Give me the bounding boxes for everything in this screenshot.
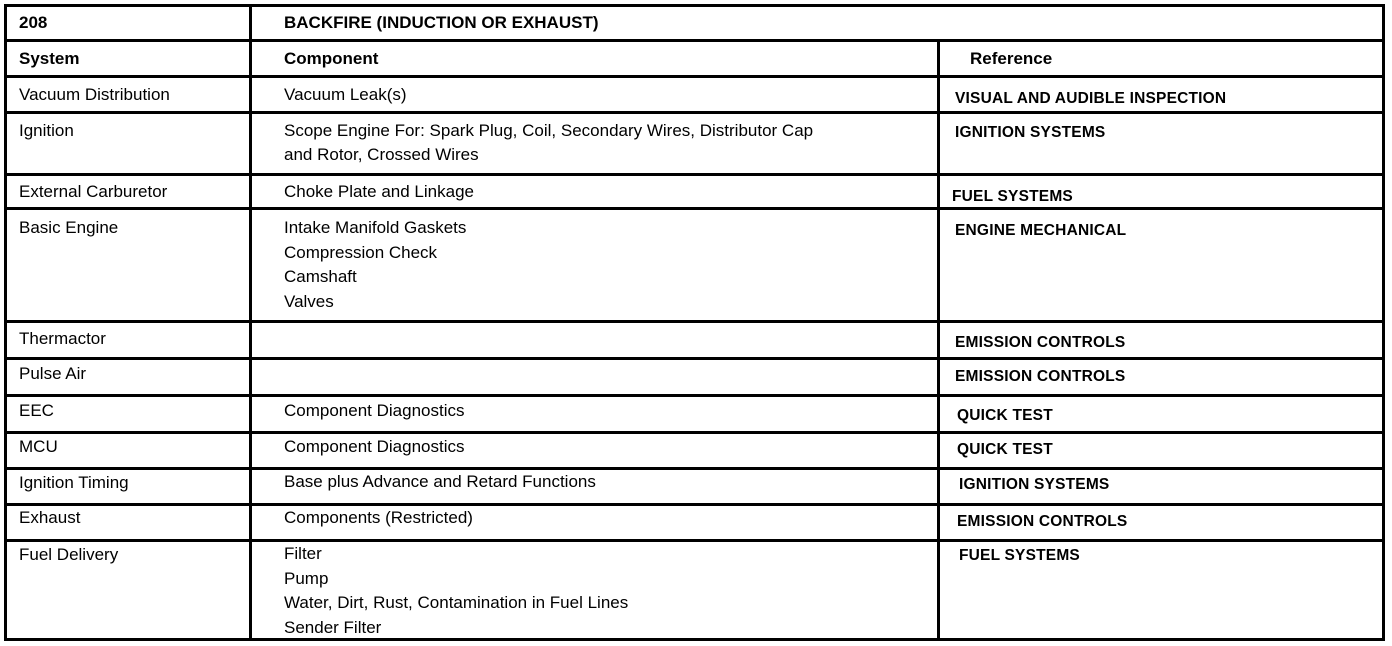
system-cell: Pulse Air (19, 364, 87, 383)
component-cell: Scope Engine For: Spark Plug, Coil, Secondary Wires, Distributor Cap (284, 121, 814, 140)
system-cell: Ignition Timing (19, 473, 129, 492)
component-cell: Components (Restricted) (284, 508, 473, 527)
reference-cell: EMISSION CONTROLS (955, 368, 1126, 385)
row-divider (7, 539, 1382, 542)
row-divider (7, 111, 1382, 114)
reference-cell: ENGINE MECHANICAL (955, 222, 1127, 239)
component-cell: Water, Dirt, Rust, Contamination in Fuel Lines (284, 593, 629, 612)
reference-cell: IGNITION SYSTEMS (959, 476, 1110, 493)
row-divider (7, 431, 1382, 434)
row-divider (7, 75, 1382, 78)
reference-cell: FUEL SYSTEMS (952, 188, 1073, 205)
system-cell: Ignition (19, 121, 74, 140)
row-divider (7, 173, 1382, 176)
component-cell: Component Diagnostics (284, 437, 465, 456)
row-divider (7, 503, 1382, 506)
system-cell: MCU (19, 437, 58, 456)
row-divider (7, 207, 1382, 210)
header-system: System (19, 49, 80, 68)
row-divider (7, 39, 1382, 42)
system-cell: Vacuum Distribution (19, 85, 170, 104)
component-cell: Valves (284, 292, 334, 311)
header-reference: Reference (970, 49, 1053, 68)
reference-cell: VISUAL AND AUDIBLE INSPECTION (955, 90, 1227, 107)
reference-cell: QUICK TEST (957, 407, 1053, 424)
component-cell: Compression Check (284, 243, 438, 262)
component-cell: Pump (284, 569, 329, 588)
component-cell: Intake Manifold Gaskets (284, 218, 467, 237)
component-cell: Filter (284, 544, 322, 563)
row-divider (7, 467, 1382, 470)
component-cell: Component Diagnostics (284, 401, 465, 420)
column-divider-component (937, 39, 940, 638)
system-cell: Thermactor (19, 329, 106, 348)
row-divider (7, 357, 1382, 360)
reference-cell: IGNITION SYSTEMS (955, 124, 1106, 141)
component-cell: and Rotor, Crossed Wires (284, 145, 479, 164)
diagnostic-table (4, 4, 1385, 641)
system-cell: Basic Engine (19, 218, 119, 237)
table-title: BACKFIRE (INDUCTION OR EXHAUST) (284, 13, 599, 32)
section-code: 208 (19, 13, 48, 32)
system-cell: Fuel Delivery (19, 545, 119, 564)
row-divider (7, 320, 1382, 323)
component-cell: Vacuum Leak(s) (284, 85, 407, 104)
system-cell: EEC (19, 401, 54, 420)
system-cell: External Carburetor (19, 182, 168, 201)
system-cell: Exhaust (19, 508, 81, 527)
component-cell: Camshaft (284, 267, 357, 286)
header-component: Component (284, 49, 379, 68)
row-divider (7, 394, 1382, 397)
component-cell: Choke Plate and Linkage (284, 182, 474, 201)
reference-cell: FUEL SYSTEMS (959, 547, 1080, 564)
component-cell: Sender Filter (284, 618, 382, 637)
reference-cell: EMISSION CONTROLS (957, 513, 1128, 530)
component-cell: Base plus Advance and Retard Functions (284, 472, 596, 491)
reference-cell: QUICK TEST (957, 441, 1053, 458)
reference-cell: EMISSION CONTROLS (955, 334, 1126, 351)
